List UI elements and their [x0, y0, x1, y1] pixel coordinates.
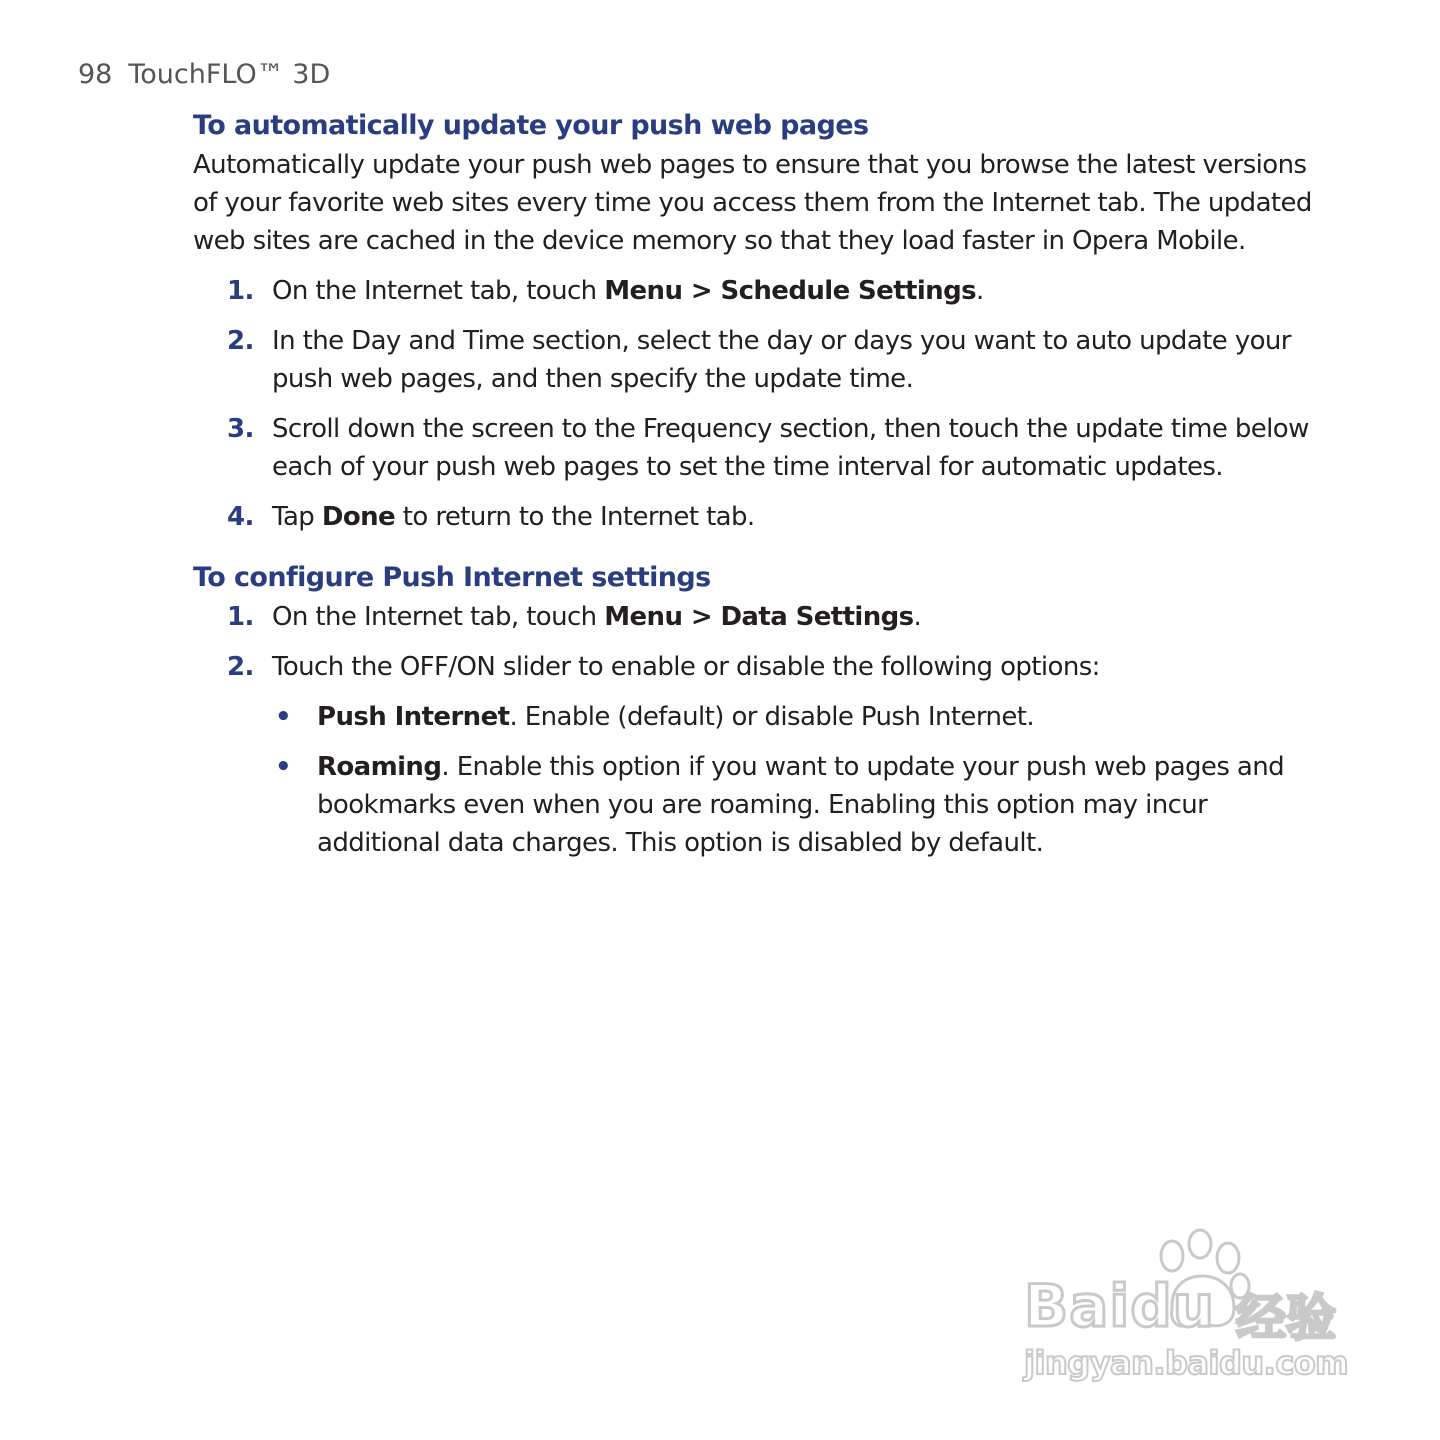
- page-number: 98: [78, 59, 113, 90]
- step-number: 1.: [227, 276, 254, 306]
- running-header: [78, 56, 330, 94]
- option-name: Push Internet: [317, 702, 510, 732]
- book-title: TouchFLO™ 3D: [128, 59, 331, 90]
- step-item: [193, 648, 1313, 862]
- option-description: . Enable this option if you want to update your push web pages and bookmarks even when you are roaming. Enabling this option may incur additional data charges. This option is disabled by default.: [317, 752, 1285, 858]
- step-text: On the Internet tab, touch: [272, 276, 605, 306]
- step-item: [193, 410, 1313, 486]
- step-text: .: [975, 276, 984, 306]
- section-heading: To automatically update your push web pages: [193, 110, 869, 141]
- option-item: [272, 748, 1313, 862]
- ui-command: Done: [321, 502, 396, 532]
- bullet-icon: •: [275, 752, 292, 782]
- option-description: . Enable (default) or disable Push Internet.: [509, 702, 1034, 732]
- step-text: Tap: [272, 502, 322, 532]
- steps-list: [193, 598, 1313, 862]
- step-number: 2.: [227, 652, 254, 682]
- ui-command: Menu > Schedule Settings: [604, 276, 976, 306]
- section-heading: To configure Push Internet settings: [193, 562, 711, 593]
- section-push-internet-settings: [193, 558, 1313, 862]
- steps-list: [193, 272, 1313, 536]
- options-list: [272, 698, 1313, 862]
- step-text: to return to the Internet tab.: [395, 502, 755, 532]
- step-item: [193, 272, 1313, 310]
- option-name: Roaming: [317, 752, 442, 782]
- watermark-brand-cn: 经验: [1236, 1289, 1336, 1347]
- option-item: [272, 698, 1313, 736]
- step-text: On the Internet tab, touch: [272, 602, 605, 632]
- baidu-jingyan-watermark: [1022, 1228, 1352, 1388]
- step-number: 4.: [227, 502, 254, 532]
- watermark-url: jingyan.baidu.com: [1024, 1344, 1349, 1382]
- bullet-icon: •: [275, 702, 292, 732]
- step-text: Touch the OFF/ON slider to enable or disable the following options:: [272, 652, 1100, 682]
- step-item: [193, 498, 1313, 536]
- ui-command: Menu > Data Settings: [604, 602, 914, 632]
- step-item: [193, 598, 1313, 636]
- step-text: Scroll down the screen to the Frequency section, then touch the update time below each of your push web pages to set the time interval for automatic updates.: [272, 414, 1309, 482]
- step-text: In the Day and Time section, select the day or days you want to auto update your push web pages, and then specify the update time.: [272, 326, 1291, 394]
- step-item: [193, 322, 1313, 398]
- step-number: 1.: [227, 602, 254, 632]
- step-number: 2.: [227, 326, 254, 356]
- section-intro-paragraph: Automatically update your push web pages to ensure that you browse the latest versions of your favorite web sites every time you access them from the Internet tab. The updated web sites are cached in the device memory so that they load faster in Opera Mobile.: [193, 150, 1312, 256]
- page-content: [193, 106, 1313, 862]
- watermark-brand: Baidu: [1024, 1272, 1216, 1340]
- step-number: 3.: [227, 414, 254, 444]
- step-text: .: [913, 602, 922, 632]
- section-auto-update: [193, 106, 1313, 536]
